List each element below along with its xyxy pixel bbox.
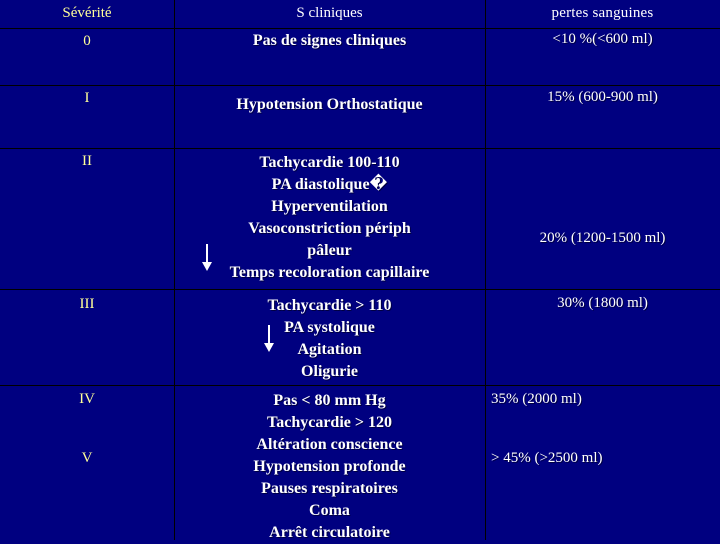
clinical-3 — [174, 295, 485, 383]
clinical-4 — [174, 390, 485, 544]
row-divider — [0, 85, 720, 86]
severity-2: II — [82, 153, 92, 169]
blood-loss-1: 15% (600-900 ml) — [547, 89, 658, 105]
clinical-line: Altération conscience — [256, 436, 403, 453]
clinical-line: Vasoconstriction périph — [248, 220, 411, 237]
blood-loss-0: <10 %(<600 ml) — [552, 31, 653, 47]
clinical-line: Tachycardie > 120 — [267, 414, 392, 431]
severity-3: III — [79, 296, 95, 312]
header-severity: Sévérité — [62, 5, 112, 21]
clinical-line: Pas < 80 mm Hg — [273, 392, 386, 409]
clinical-line: pâleur — [307, 242, 352, 259]
clinical-line: Arrêt circulatoire — [269, 524, 390, 541]
down-arrow-icon — [201, 244, 213, 272]
row-divider — [0, 148, 720, 149]
blood-loss-2: 20% (1200-1500 ml) — [539, 230, 666, 246]
blood-loss-4: 35% (2000 ml) — [491, 391, 582, 407]
row-divider — [0, 289, 720, 290]
clinical-0 — [174, 30, 485, 52]
blood-loss-5: > 45% (>2500 ml) — [491, 450, 603, 466]
clinical-line: PA diastolique� — [271, 176, 388, 193]
clinical-line: Tachycardie 100-110 — [259, 154, 400, 171]
clinical-line: Hypotension profonde — [253, 458, 406, 475]
severity-1: I — [84, 90, 90, 106]
clinical-line: Coma — [309, 502, 350, 519]
clinical-line: Pas de signes cliniques — [252, 32, 407, 49]
clinical-line: Oligurie — [301, 363, 358, 380]
clinical-line: Pauses respiratoires — [261, 480, 398, 497]
down-arrow-icon — [263, 325, 275, 353]
row-divider — [0, 385, 720, 386]
blood-loss-3: 30% (1800 ml) — [557, 295, 648, 311]
header-clinical-signs: S cliniques — [296, 5, 363, 21]
row-divider — [0, 28, 720, 29]
clinical-1 — [174, 94, 485, 116]
clinical-line: Hyperventilation — [271, 198, 388, 215]
clinical-line: PA systolique — [284, 319, 375, 336]
clinical-2 — [174, 152, 485, 284]
severity-0: 0 — [83, 33, 91, 49]
clinical-line: Temps recoloration capillaire — [229, 264, 430, 281]
clinical-line: Agitation — [297, 341, 362, 358]
clinical-line: Tachycardie > 110 — [267, 297, 392, 314]
severity-5: V — [81, 450, 93, 466]
clinical-line: Hypotension Orthostatique — [236, 96, 423, 113]
severity-4: IV — [79, 391, 95, 407]
header-blood-loss: pertes sanguines — [551, 5, 654, 21]
